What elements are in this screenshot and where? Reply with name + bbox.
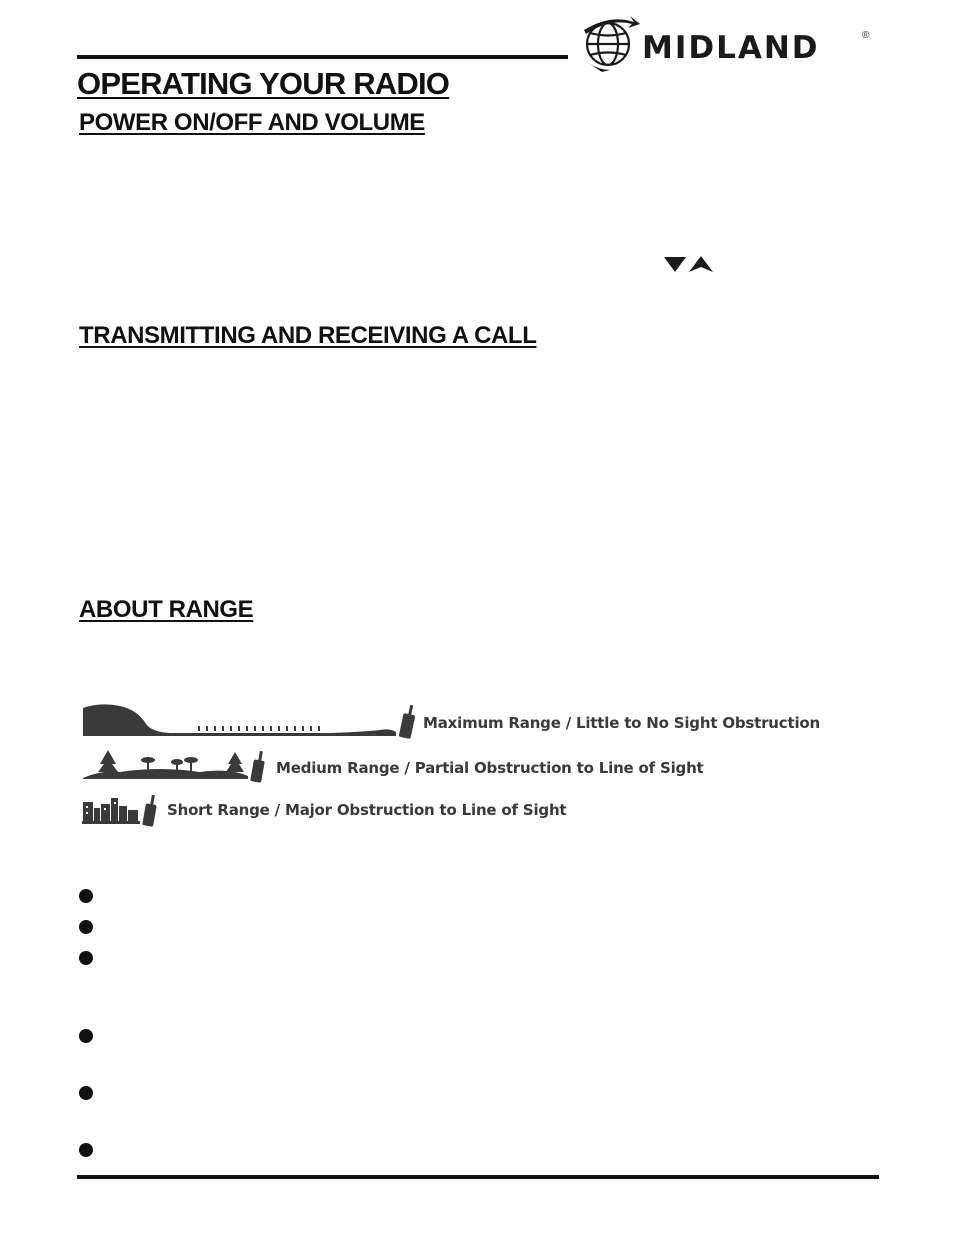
bullet-point [79, 951, 93, 965]
volume-down-icon [664, 257, 686, 272]
open-terrain-illustration [80, 702, 420, 744]
footer-rule [77, 1175, 879, 1179]
volume-up-icon [689, 256, 713, 272]
city-illustration [80, 792, 162, 828]
range-label-medium: Medium Range / Partial Obstruction to Line of Sight [276, 759, 704, 777]
range-label-maximum: Maximum Range / Little to No Sight Obstruction [423, 714, 820, 732]
bullet-point [79, 1029, 93, 1043]
section-heading-range: ABOUT RANGE [79, 596, 254, 623]
bullet-point [79, 1086, 93, 1100]
section-heading-transmit: TRANSMITTING AND RECEIVING A CALL [79, 322, 537, 349]
trees-illustration [80, 748, 275, 784]
radio-icon [399, 705, 416, 739]
registered-mark: ® [862, 30, 870, 41]
brand-name: MIDLAND [642, 30, 820, 66]
page-title: OPERATING YOUR RADIO [77, 66, 450, 101]
bullet-point [79, 1143, 93, 1157]
range-row-short [80, 792, 567, 834]
radio-icon [142, 795, 157, 827]
header-rule [77, 55, 568, 59]
range-row-maximum [80, 702, 820, 744]
section-heading-power: POWER ON/OFF AND VOLUME [79, 109, 425, 136]
range-label-short: Short Range / Major Obstruction to Line of Sight [167, 801, 567, 819]
bullet-point [79, 920, 93, 934]
range-row-medium [80, 748, 704, 790]
radio-icon [250, 751, 265, 783]
volume-buttons [662, 255, 714, 275]
globe-icon [580, 12, 642, 74]
bullet-point [79, 889, 93, 903]
midland-logo [580, 12, 875, 74]
